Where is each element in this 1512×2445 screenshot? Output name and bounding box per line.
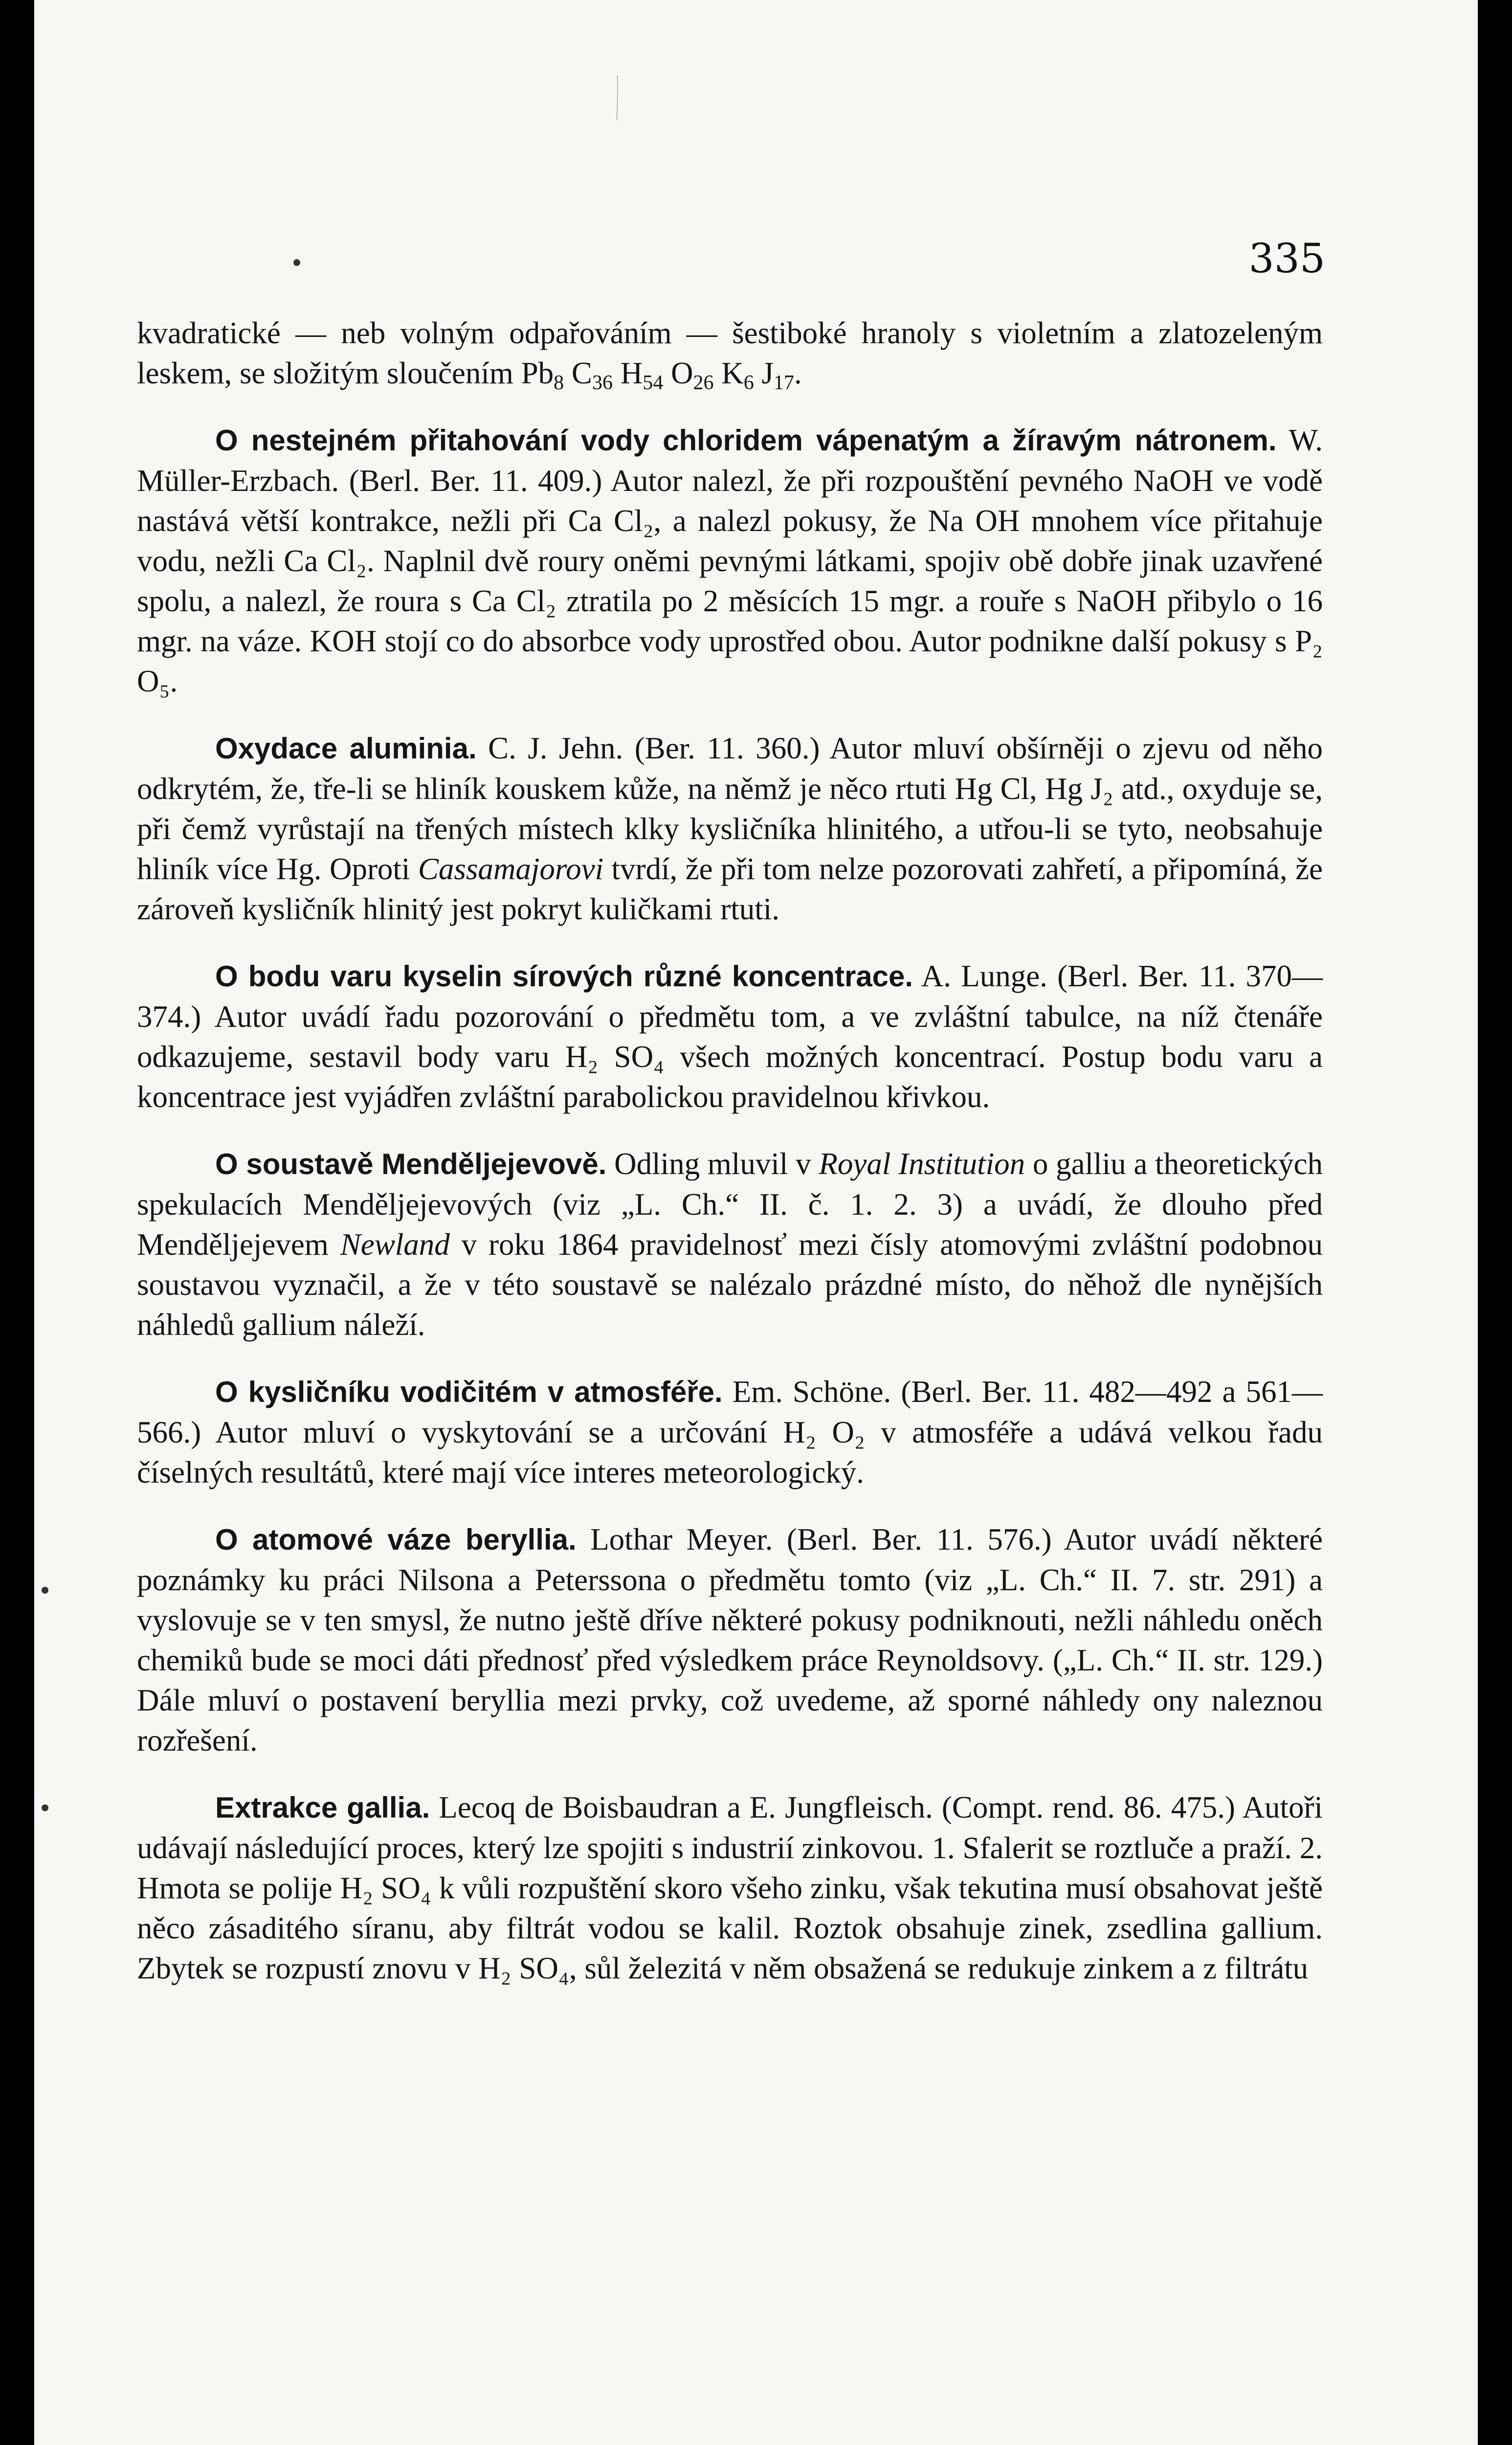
text-run: J [754,356,774,390]
article-hydrogen-peroxide [137,1372,1323,1492]
speck-mark [42,1804,48,1811]
article-text: W. Müller-Erzbach. (Berl. Ber. 11. 409.) Autor nalezl, že při rozpouštění pevného NaOH ve vodě nastává větší kontrakce, nežli při Ca Cl₂, a nalezl pokusy, že Na OH mnohem více přitahuje vodu, nežli Ca Cl₂. Naplnil dvě roury oněmi pevnými látkami, spojiv obě dobře jinak uzavřené spolu, a nalezl, že roura s Ca Cl₂ ztratila po 2 měsících 15 mgr. a rouře s NaOH přibylo o 16 mgr. na váze. KOH stojí co do absorbce vody uprostřed obou. Autor podnikne další pokusy s P₂ O₅. [137,423,1323,698]
article-heading: O nestejném přitahování vody chloridem vápenatým a žíravým nátronem. [215,424,1277,457]
text-run: kvadratické — neb volným odpařováním — šestiboké hranoly s violetním a zlatozeleným leskem, se složitým sloučením Pb [137,316,1323,390]
italic-name: Cassamajorovi [418,852,604,886]
text-run: . [794,356,802,390]
text-run: H [612,356,643,390]
article-heading: O kysličníku vodičitém v atmosféře. [215,1376,723,1408]
subscript: 36 [592,372,613,394]
article-text: A. Lunge. (Berl. Ber. 11. 370—374.) Autor uvádí řadu pozorování o předmětu tom, a ve zvláštní tabulce, na níž čtenáře odkazujeme, sestavil body varu H₂ SO₄ všech možných koncentrací. Postup bodu varu a koncentrace jest vyjádřen zvláštní parabolickou pravidelnou křivkou. [137,959,1323,1114]
scratch-mark [616,0,623,196]
article-sulfuric-boiling-point [137,956,1323,1117]
article-heading: O bodu varu kyselin sírových různé koncentrace. [215,960,913,993]
article-aluminium-oxidation [137,728,1323,929]
article-gallium-extraction [137,1787,1323,1988]
article-mendeleev-system [137,1144,1323,1345]
article-text: Em. Schöne. (Berl. Ber. 11. 482—492 a 561—566.) Autor mluví o vyskytování se a určování H₂ O₂ v atmosféře a udává velkou řadu číselných resultátů, které mají více interes meteorologický. [137,1375,1323,1489]
article-heading: O atomové váze beryllia. [215,1523,577,1556]
subscript: 17 [773,372,794,394]
article-text: o galliu a theoretických spekulacích Menděljejevových (viz „L. Ch.“ II. č. 1. 2. 3) a uvádí, že dlouho před Menděljejevem [137,1147,1323,1262]
article-text: Lothar Meyer. (Berl. Ber. 11. 576.) Autor uvádí některé poznámky ku práci Nilsona a Peterssona o předmětu tomto (viz „L. Ch.“ II. 7. str. 291) a vyslovuje se v ten smysl, že nutno ještě dříve některé pokusy podniknouti, nežli náhledu oněch chemiků bude se moci dáti přednosť před výsledkem práce Reynoldsovy. („L. Ch.“ II. str. 129.) Dále mluví o postavení beryllia mezi prvky, což uvedeme, až sporné náhledy ony naleznou rozřešení. [137,1522,1323,1757]
article-text: C. J. Jehn. (Ber. 11. 360.) Autor mluví obšírněji o zjevu od něho odkrytém, že, tře-li se hliník kouskem kůže, na němž je něco rtuti Hg Cl, Hg J₂ atd., oxyduje se, při čemž vyrůstají na třených místech klky kysličníka hlinitého, a utřou-li se tyto, neobsahuje hliník více Hg. Oproti [137,731,1323,886]
text-run: C [564,356,592,390]
article-beryllium-weight [137,1519,1323,1760]
book-page [34,0,1478,2445]
text-run: O [663,356,693,390]
article-heading: Extrakce gallia. [215,1791,430,1824]
article-text: Odling mluvil v [606,1147,819,1181]
italic-name: Royal Institution [819,1147,1025,1181]
article-text: tvrdí, že při tom nelze pozorovati zahřetí, a připomíná, že zároveň kysličník hlinitý jest pokryt kuličkami rtuti. [137,852,1323,926]
italic-name: Newland [340,1227,450,1262]
page-body [137,313,1323,2015]
article-text: Lecoq de Boisbaudran a E. Jungfleisch. (Compt. rend. 86. 475.) Autoři udávají následující proces, který lze spojiti s industrií zinkovou. 1. Sfalerit se roztluče a praží. 2. Hmota se polije H₂ SO₄ k vůli rozpuštění skoro všeho zinku, však tekutina musí obsahovat ještě něco zásaditého síranu, aby filtrát vodou se kalil. Roztok obsahuje zinek, zsedlina gallium. Zbytek se rozpustí znovu v H₂ SO₄, sůl železitá v něm obsažená se redukuje zinkem a z filtrátu [137,1790,1323,1985]
subscript: 6 [743,372,754,394]
page-number: 335 [1248,236,1325,282]
speck-mark [42,1587,48,1594]
speck-mark [293,259,300,266]
subscript: 26 [693,372,714,394]
article-heading: Oxydace aluminia. [215,732,477,765]
article-text: v roku 1864 pravidelnosť mezi čísly atomovými zvláštní podobnou soustavou vyznačil, a že v této soustavě se nalézalo prázdné místo, do něhož dle nynějších náhledů gallium náleží. [137,1227,1323,1342]
subscript: 8 [554,372,564,394]
paragraph-continuation [137,313,1323,393]
article-water-attraction [137,420,1323,701]
text-run: K [713,356,744,390]
article-heading: O soustavě Menděljejevově. [215,1148,607,1180]
subscript: 54 [643,372,664,394]
